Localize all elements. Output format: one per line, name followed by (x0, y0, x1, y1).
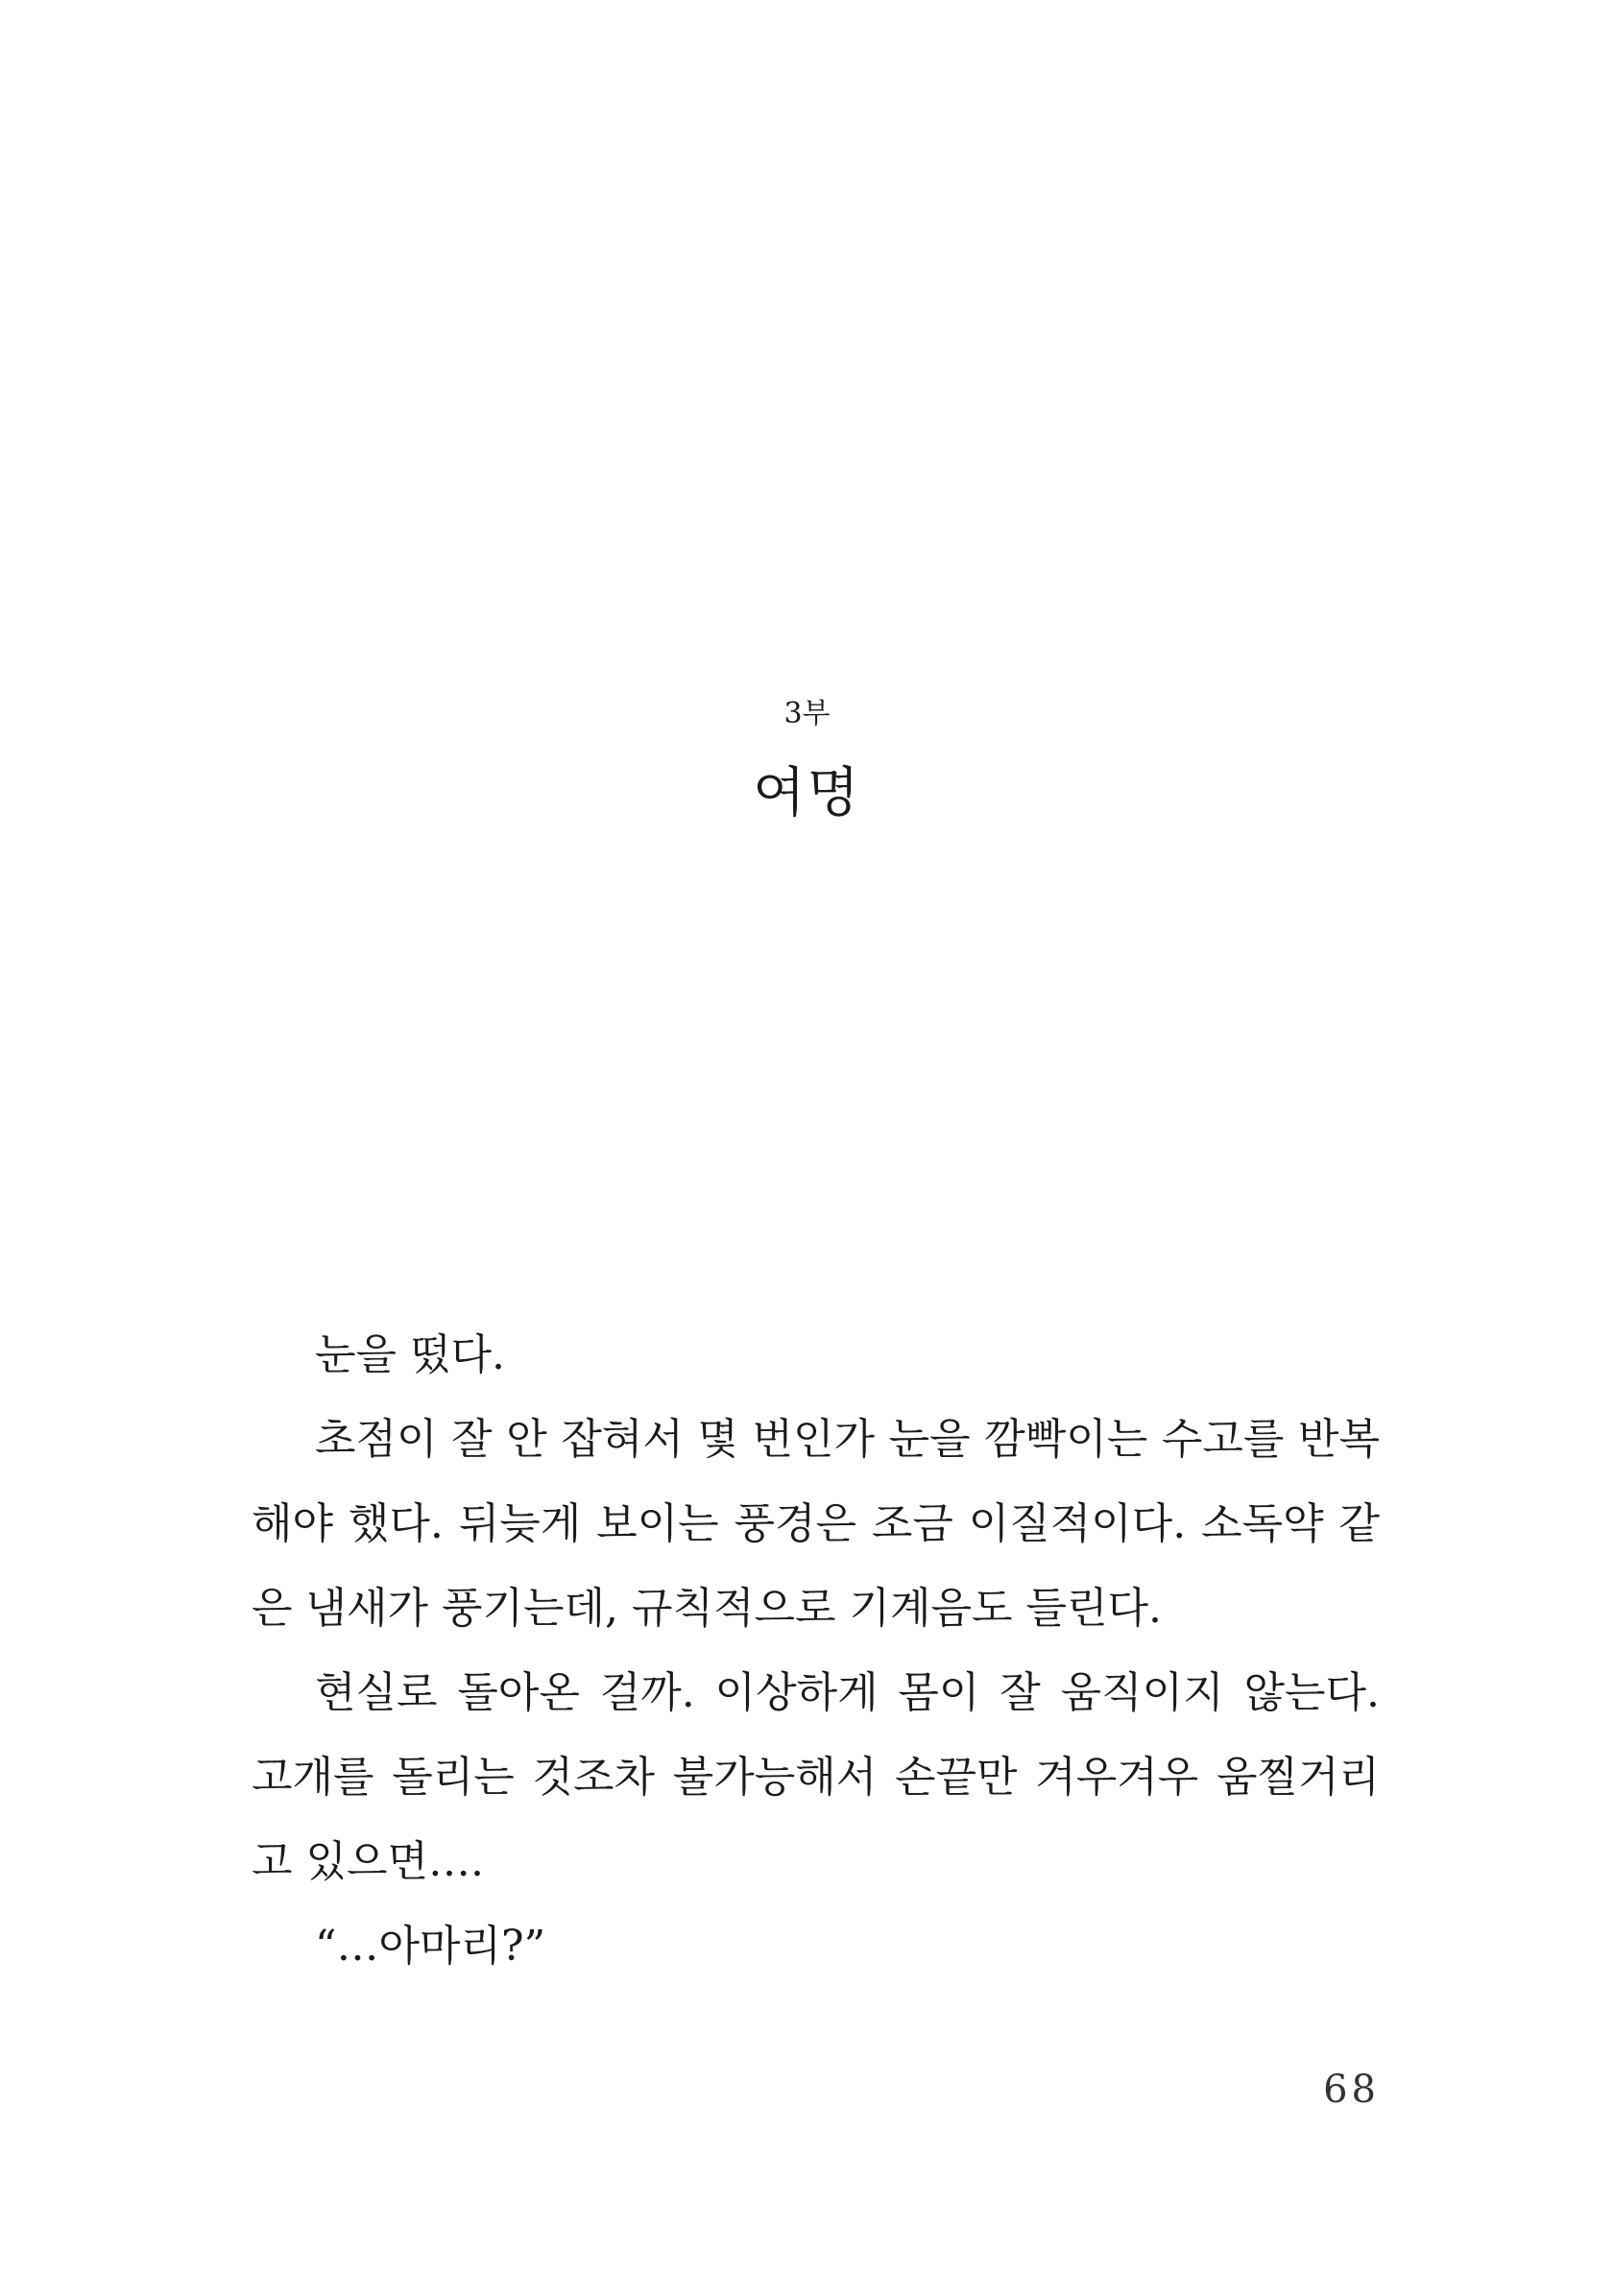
paragraph: 초점이 잘 안 잡혀서 몇 번인가 눈을 깜빡이는 수고를 반복해야 했다. 뒤늦게 보이는 풍경은 조금 이질적이다. 소독약 같은 냄새가 풍기는데, 규칙적으로 기계음도 들린다. (252, 1415, 1380, 1633)
body-text (252, 1313, 1380, 1989)
page-number: 68 (1323, 2068, 1380, 2112)
paragraph: “…아마리?” (315, 1922, 546, 1971)
part-label: 3부 (783, 697, 831, 730)
chapter-title: 여명 (753, 762, 861, 825)
paragraph: 현실로 돌아온 걸까. 이상하게 몸이 잘 움직이지 않는다. 고개를 돌리는 것조차 불가능해서 손끝만 겨우겨우 움찔거리고 있으면…. (252, 1668, 1380, 1886)
paragraph: 눈을 떴다. (315, 1330, 505, 1379)
